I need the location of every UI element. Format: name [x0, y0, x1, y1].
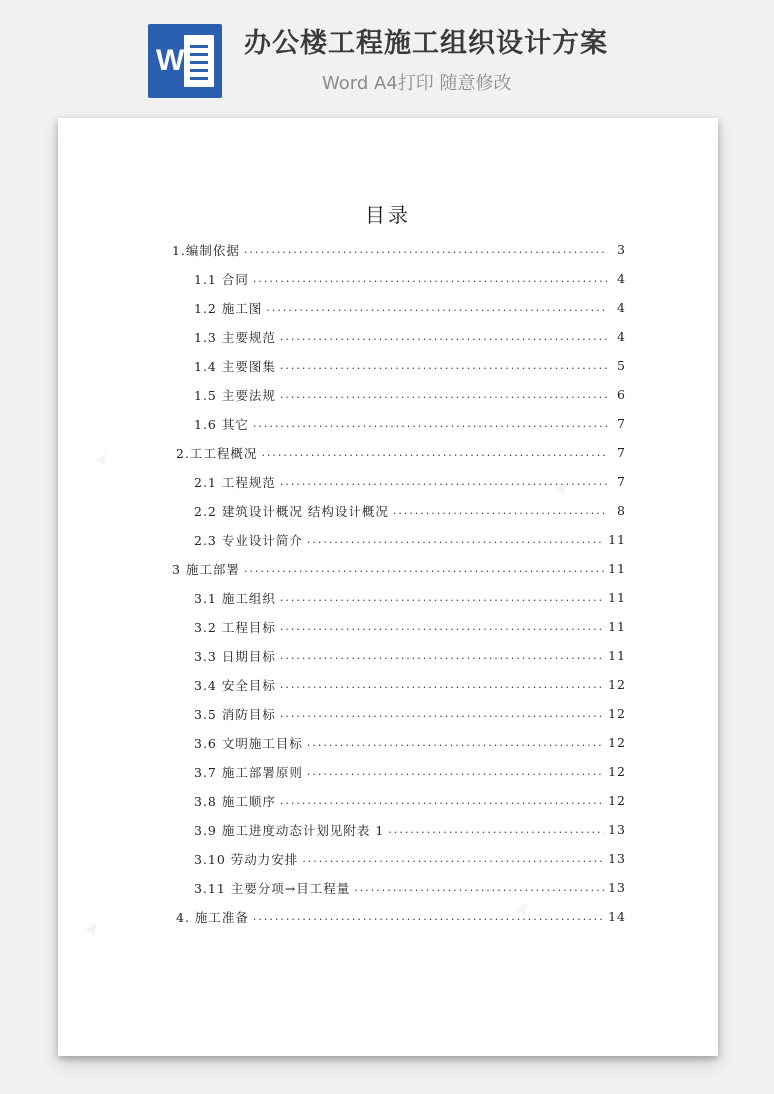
toc-leader [280, 330, 608, 343]
toc-entry-label: 3.9 施工进度动态计划见附表 1 [194, 822, 385, 838]
word-icon [148, 24, 222, 98]
toc-leader [307, 736, 604, 749]
document-title: 办公楼工程施工组织设计方案 [244, 28, 608, 59]
toc-entry-label: 2.工工程概况 [176, 445, 258, 461]
toc-entry-label: 1.编制依据 [172, 242, 240, 258]
toc-entry[interactable] [194, 670, 626, 699]
toc-entry-page: 14 [608, 909, 626, 924]
toc-leader [307, 533, 604, 546]
toc-entry-label: 3.10 劳动力安排 [194, 851, 299, 867]
toc-leader [280, 678, 604, 691]
toc-entry[interactable] [194, 293, 626, 322]
toc-entry-page: 12 [608, 793, 626, 808]
toc-leader [388, 823, 604, 836]
toc-entry-page: 12 [608, 764, 626, 779]
toc-entry-label: 3.5 消防目标 [194, 706, 276, 722]
toc-leader [307, 765, 604, 778]
document-page [58, 118, 718, 1056]
toc-entry[interactable] [194, 322, 626, 351]
toc-entry[interactable] [194, 496, 626, 525]
toc-leader [393, 504, 608, 517]
toc-entry-label: 3.2 工程目标 [194, 619, 276, 635]
toc-leader [280, 707, 604, 720]
toc-entry-label: 3.1 施工组织 [194, 590, 276, 606]
toc-entry-label: 3.4 安全目标 [194, 677, 276, 693]
toc-entry[interactable] [194, 409, 626, 438]
toc-entry-page: 4 [617, 300, 626, 315]
toc-entry-page: 4 [617, 329, 626, 344]
toc-entry-label: 3.8 施工顺序 [194, 793, 276, 809]
toc-leader [280, 388, 608, 401]
toc-leader [280, 359, 608, 372]
toc-entry[interactable] [194, 525, 626, 554]
toc-entry-page: 7 [617, 474, 626, 489]
toc-leader [280, 475, 608, 488]
document-subtitle: Word A4打印 随意修改 [322, 73, 512, 94]
toc-entry-page: 12 [608, 677, 626, 692]
toc-entry-page: 11 [608, 590, 626, 605]
toc-leader [302, 852, 604, 865]
toc-entry[interactable] [194, 351, 626, 380]
toc-entry-page: 13 [608, 880, 626, 895]
toc-entry-page: 11 [608, 561, 626, 576]
toc-entry-page: 12 [608, 706, 626, 721]
toc-entry-page: 11 [608, 648, 626, 663]
header [0, 0, 774, 118]
toc-entry-page: 7 [617, 445, 626, 460]
toc-entry-page: 8 [617, 503, 626, 518]
toc-entry[interactable] [194, 583, 626, 612]
toc-entry-label: 2.3 专业设计简介 [194, 532, 303, 548]
toc-entry-label: 3 施工部署 [172, 561, 240, 577]
toc-entry-page: 12 [608, 735, 626, 750]
toc-entry[interactable] [194, 467, 626, 496]
toc-entry-label: 1.4 主要图集 [194, 358, 276, 374]
toc-leader [280, 794, 604, 807]
toc-entry-label: 1.3 主要规范 [194, 329, 276, 345]
toc-entry[interactable] [172, 235, 626, 264]
toc-leader [266, 301, 608, 314]
toc-entry[interactable] [194, 264, 626, 293]
toc-entry-label: 3.3 日期目标 [194, 648, 276, 664]
toc-entry[interactable] [194, 873, 626, 902]
toc-entry[interactable] [172, 554, 626, 583]
toc-entry[interactable] [194, 786, 626, 815]
toc-entry-label: 1.2 施工图 [194, 300, 263, 316]
toc-entry-label: 1.1 合同 [194, 271, 249, 287]
toc-entry-label: 2.1 工程规范 [194, 474, 276, 490]
toc-entry[interactable] [194, 641, 626, 670]
toc-entry-label: 1.6 其它 [194, 416, 249, 432]
toc-entry-label: 1.5 主要法规 [194, 387, 276, 403]
toc-entry-page: 5 [617, 358, 626, 373]
watermark [94, 446, 114, 467]
watermark [84, 916, 104, 937]
toc-entry[interactable] [194, 380, 626, 409]
toc-entry[interactable] [194, 728, 626, 757]
toc-leader [244, 243, 608, 256]
toc-leader [354, 881, 604, 894]
toc-entry-page: 11 [608, 532, 626, 547]
toc-leader [253, 910, 604, 923]
toc-entry-label: 3.11 主要分项→目工程量 [194, 880, 351, 896]
toc-entry-label: 4. 施工准备 [176, 909, 249, 925]
toc-entry[interactable] [176, 902, 626, 931]
toc-entry-label: 2.2 建筑设计概况 结构设计概况 [194, 503, 389, 519]
toc-entry[interactable] [194, 757, 626, 786]
toc-entry-page: 7 [617, 416, 626, 431]
toc-entry[interactable] [194, 815, 626, 844]
toc-entry-label: 3.7 施工部署原则 [194, 764, 303, 780]
word-icon-letter: W [156, 44, 185, 77]
toc-entry-label: 3.6 文明施工目标 [194, 735, 303, 751]
toc-leader [261, 446, 608, 459]
toc-entry-page: 6 [617, 387, 626, 402]
toc-leader [280, 591, 604, 604]
toc-leader [280, 620, 604, 633]
toc-leader [253, 417, 608, 430]
toc-leader [244, 562, 604, 575]
toc-entry-page: 3 [617, 242, 626, 257]
toc-heading: 目录 [365, 203, 411, 227]
toc-entry-page: 13 [608, 822, 626, 837]
toc-entry-page: 11 [608, 619, 626, 634]
toc-entry[interactable] [194, 612, 626, 641]
toc-entry-page: 4 [617, 271, 626, 286]
toc-entry[interactable] [194, 844, 626, 873]
toc-leader [280, 649, 604, 662]
toc-entry[interactable] [176, 438, 626, 467]
toc-entry[interactable] [194, 699, 626, 728]
toc-leader [253, 272, 608, 285]
toc-entry-page: 13 [608, 851, 626, 866]
